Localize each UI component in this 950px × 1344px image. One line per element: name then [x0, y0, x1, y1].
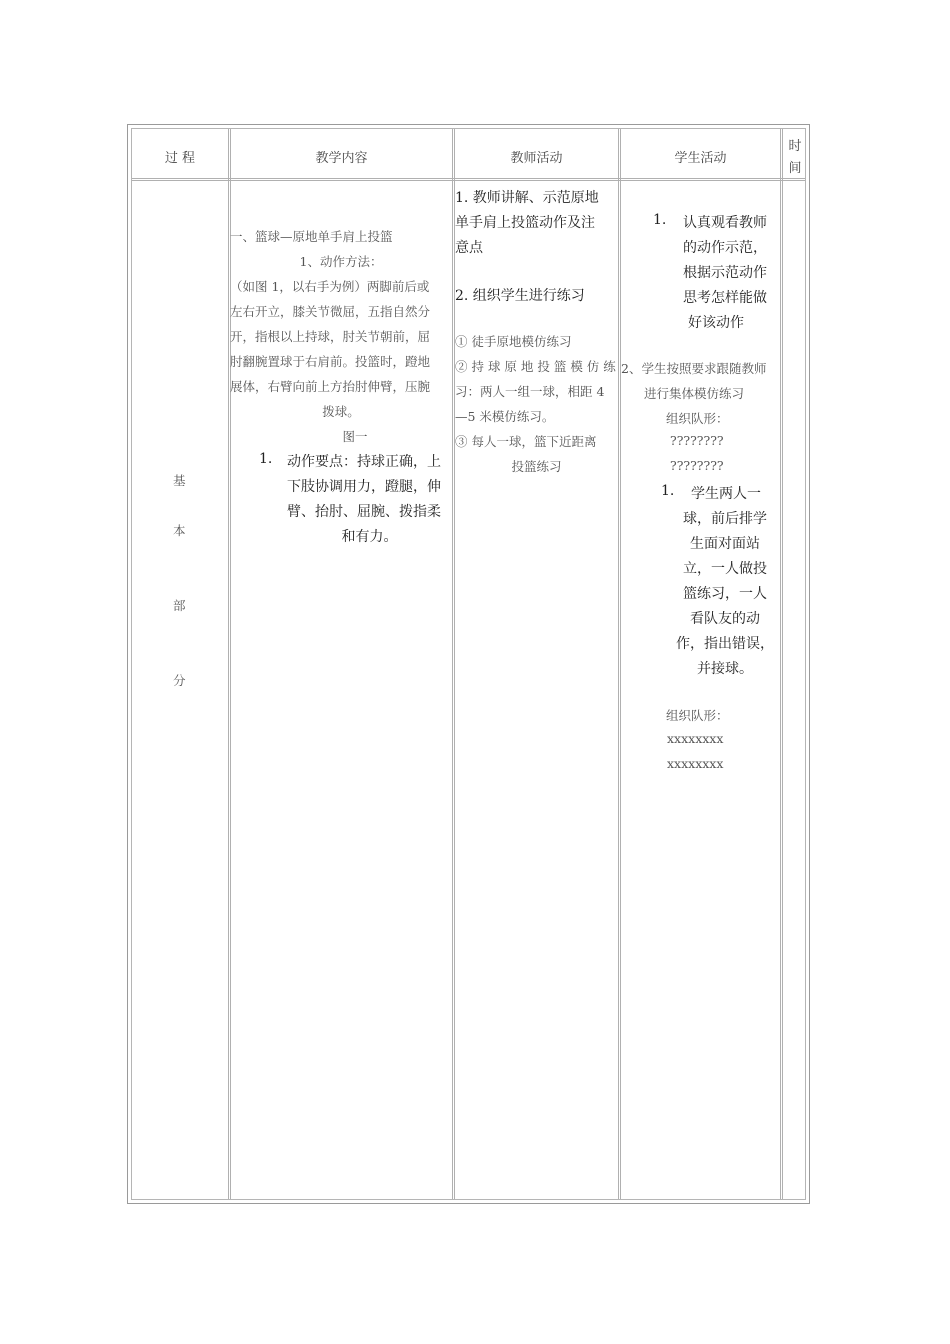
- header-student: 学生活动: [674, 151, 727, 166]
- student-item1-line: 思考怎样能做: [683, 290, 767, 306]
- formation-row: xxxxxxxx: [667, 731, 724, 746]
- student-item1-line: 认真观看教师: [683, 215, 767, 231]
- header-divider: [132, 178, 805, 181]
- student-item3-line: 作，指出错误，: [676, 636, 774, 652]
- teacher-sub-line: 习：两人一组一球，相距 4: [455, 384, 605, 399]
- header-time-1: 时: [788, 139, 802, 154]
- section-char: 部: [173, 598, 186, 613]
- student-item1-number: 1.: [653, 212, 667, 228]
- formation-row: ????????: [670, 458, 724, 473]
- formation-label: 组织队形：: [666, 708, 729, 723]
- student-item3-line: 球，前后排学: [683, 511, 767, 527]
- student-item3-line: 立，一人做投: [683, 561, 767, 577]
- header-teacher: 教师活动: [510, 151, 563, 166]
- student-item3-line: 篮练习，一人: [683, 586, 767, 602]
- student-item3-line: 并接球。: [697, 661, 753, 677]
- teacher-sub-line: ① 徒手原地模仿练习: [455, 334, 572, 349]
- method-line: 开，指根以上持球，肘关节朝前，屈: [230, 329, 431, 344]
- teacher-item1-line: 1. 教师讲解、示范原地: [455, 190, 599, 206]
- student-item2-line: 2、学生按照要求跟随教师: [621, 361, 767, 376]
- student-item2-line: 进行集体模仿练习: [644, 386, 745, 401]
- teacher-item1-line: 意点: [455, 240, 483, 256]
- student-item3-line: 生面对面站: [690, 536, 760, 552]
- teacher-item1-line: 单手肩上投篮动作及注: [455, 215, 595, 231]
- student-item1-line: 好该动作: [688, 315, 744, 331]
- student-item3-line: 学生两人一: [691, 486, 761, 502]
- header-content: 教学内容: [315, 151, 368, 166]
- figure-caption: 图一: [342, 429, 368, 444]
- column-divider: [618, 129, 621, 1199]
- student-item1-line: 根据示范动作: [683, 265, 767, 281]
- section-char: 分: [173, 673, 186, 688]
- key-number: 1.: [259, 451, 273, 467]
- method-title: 1、动作方法：: [299, 254, 383, 269]
- method-line: （如图 1，以右手为例）两脚前后或: [230, 279, 430, 294]
- method-line: 展体，右臂向前上方抬肘伸臂，压腕: [230, 379, 431, 394]
- student-item3-line: 看队友的动: [690, 611, 760, 627]
- formation-label: 组织队形：: [666, 411, 729, 426]
- formation-row: ????????: [670, 433, 724, 448]
- header-process: 过 程: [164, 151, 196, 166]
- header-time-2: 间: [788, 161, 802, 176]
- key-line: 动作要点：持球正确，上: [287, 454, 441, 470]
- method-line: 左右开立，膝关节微屈，五指自然分: [230, 304, 431, 319]
- student-item1-line: 的动作示范，: [683, 240, 767, 256]
- method-line: 拨球。: [322, 404, 360, 419]
- section-char: 本: [173, 523, 186, 538]
- teacher-item2: 2. 组织学生进行练习: [455, 288, 585, 304]
- method-line: 肘翻腕置球于右肩前。投篮时，蹬地: [230, 354, 431, 369]
- teacher-sub-line: 投篮练习: [511, 459, 562, 474]
- teacher-sub-line: —5 米模仿练习。: [455, 409, 555, 424]
- teacher-sub-line: ③ 每人一球，篮下近距离: [455, 434, 597, 449]
- column-divider: [780, 129, 783, 1199]
- teacher-sub-line: ② 持 球 原 地 投 篮 模 仿 练: [455, 359, 616, 374]
- key-line: 和有力。: [341, 529, 398, 545]
- formation-row: xxxxxxxx: [667, 756, 724, 771]
- student-item3-number: 1.: [661, 483, 675, 499]
- content-title: 一、篮球—原地单手肩上投篮: [230, 229, 393, 244]
- section-char: 基: [173, 473, 186, 488]
- key-line: 下肢协调用力，蹬腿，伸: [287, 479, 441, 495]
- key-line: 臂、抬肘、屈腕、拨指柔: [287, 504, 441, 520]
